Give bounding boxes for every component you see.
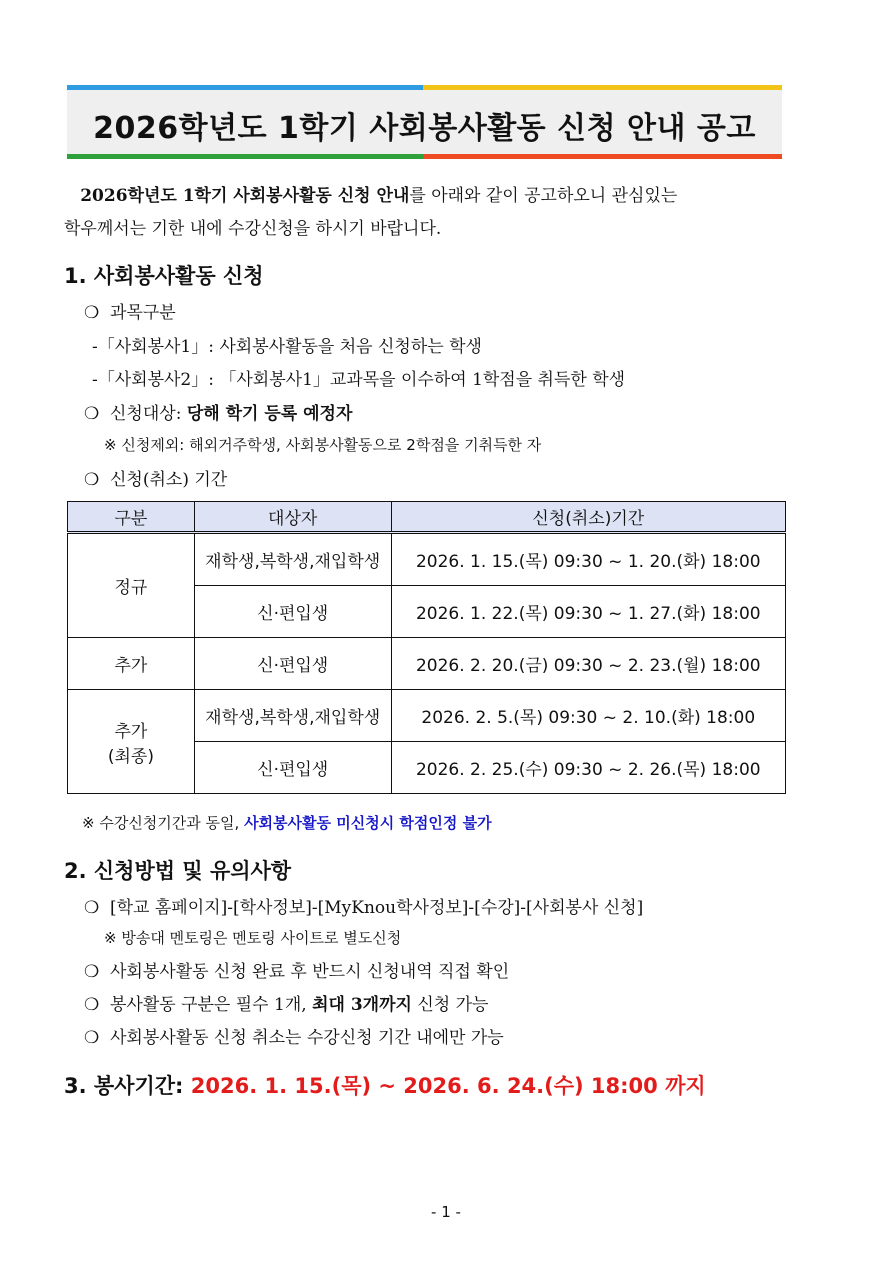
item-label: 신청대상: bbox=[110, 404, 187, 424]
eligibility-value: 당해 학기 등록 예정자 bbox=[186, 404, 353, 424]
table-row bbox=[68, 533, 786, 586]
item-period bbox=[84, 465, 227, 490]
method-text: 사회봉사활동 신청 취소는 수강신청 기간 내에만 가능 bbox=[110, 1028, 504, 1048]
title-box bbox=[67, 85, 782, 159]
method-emphasis: 최대 3개까지 bbox=[312, 995, 412, 1015]
method-item-2 bbox=[84, 957, 509, 982]
circle-bullet-icon: ❍ bbox=[84, 404, 100, 424]
period-cell: 2026. 1. 22.(목) 09:30 ~ 1. 27.(화) 18:00 bbox=[391, 586, 785, 638]
table-row bbox=[68, 638, 786, 690]
target-cell: 신·편입생 bbox=[194, 638, 391, 690]
category-cell: 추가 bbox=[68, 638, 195, 690]
title-bar-top-right bbox=[423, 85, 782, 90]
method-item-1 bbox=[84, 893, 643, 918]
section-3-label: 3. 봉사기간: bbox=[64, 1074, 191, 1098]
category-line-1: 추가 bbox=[114, 721, 148, 742]
method-text: 봉사활동 구분은 필수 1개, bbox=[110, 995, 313, 1015]
item-eligibility bbox=[84, 399, 352, 424]
schedule-table bbox=[67, 501, 786, 794]
method-text: [학교 홈페이지]-[학사정보]-[MyKnou학사정보]-[수강]-[사회봉사 신청] bbox=[110, 898, 644, 918]
page-number: - 1 - bbox=[431, 1203, 461, 1221]
mentoring-note: ※ 방송대 멘토링은 멘토링 사이트로 별도신청 bbox=[104, 929, 402, 947]
section-1-heading: 1. 사회봉사활동 신청 bbox=[64, 264, 264, 288]
circle-bullet-icon: ❍ bbox=[84, 1028, 100, 1048]
method-text: 신청 가능 bbox=[411, 995, 489, 1015]
table-note-prefix: ※ 수강신청기간과 동일, bbox=[82, 814, 245, 832]
item-subject-type bbox=[84, 298, 176, 323]
table-header-row bbox=[68, 502, 786, 533]
page-title: 2026학년도 1학기 사회봉사활동 신청 안내 공고 bbox=[93, 111, 756, 146]
table-note-emphasis: 사회봉사활동 미신청시 학점인정 불가 bbox=[244, 814, 492, 832]
header-category: 구분 bbox=[68, 502, 195, 533]
category-line-2: (최종) bbox=[107, 746, 154, 767]
subject-2-desc: -「사회봉사2」: 「사회봉사1」교과목을 이수하여 1학점을 취득한 학생 bbox=[92, 370, 626, 390]
circle-bullet-icon: ❍ bbox=[84, 470, 100, 490]
circle-bullet-icon: ❍ bbox=[84, 303, 100, 323]
service-period: 2026. 1. 15.(목) ~ 2026. 6. 24.(수) 18:00 까지 bbox=[190, 1074, 706, 1098]
table-note bbox=[82, 812, 492, 833]
section-3-heading bbox=[64, 1070, 706, 1100]
period-cell: 2026. 2. 25.(수) 09:30 ~ 2. 26.(목) 18:00 bbox=[391, 742, 785, 794]
exclusion-note: ※ 신청제외: 해외거주학생, 사회봉사활동으로 2학점을 기취득한 자 bbox=[104, 436, 542, 454]
item-label: 신청(취소) 기간 bbox=[110, 470, 228, 490]
subject-1-desc: -「사회봉사1」: 사회봉사활동을 처음 신청하는 학생 bbox=[92, 337, 482, 357]
category-cell: 정규 bbox=[68, 533, 195, 638]
target-cell: 재학생,복학생,재입학생 bbox=[194, 533, 391, 586]
target-cell: 재학생,복학생,재입학생 bbox=[194, 690, 391, 742]
intro-bold: 2026학년도 1학기 사회봉사활동 신청 안내 bbox=[80, 186, 410, 206]
method-item-3 bbox=[84, 990, 488, 1015]
title-bar-bottom-right bbox=[423, 154, 782, 159]
circle-bullet-icon: ❍ bbox=[84, 962, 100, 982]
method-text: 사회봉사활동 신청 완료 후 반드시 신청내역 직접 확인 bbox=[110, 962, 510, 982]
circle-bullet-icon: ❍ bbox=[84, 995, 100, 1015]
method-item-4 bbox=[84, 1023, 504, 1048]
intro-paragraph bbox=[64, 180, 789, 246]
target-cell: 신·편입생 bbox=[194, 586, 391, 638]
title-bar-bottom-left bbox=[67, 154, 423, 159]
section-2-heading: 2. 신청방법 및 유의사항 bbox=[64, 859, 292, 883]
category-cell bbox=[68, 690, 195, 794]
title-bar-top-left bbox=[67, 85, 423, 90]
period-cell: 2026. 1. 15.(목) 09:30 ~ 1. 20.(화) 18:00 bbox=[391, 533, 785, 586]
period-cell: 2026. 2. 20.(금) 09:30 ~ 2. 23.(월) 18:00 bbox=[391, 638, 785, 690]
circle-bullet-icon: ❍ bbox=[84, 898, 100, 918]
target-cell: 신·편입생 bbox=[194, 742, 391, 794]
header-period: 신청(취소)기간 bbox=[391, 502, 785, 533]
table-row bbox=[68, 690, 786, 742]
period-cell: 2026. 2. 5.(목) 09:30 ~ 2. 10.(화) 18:00 bbox=[391, 690, 785, 742]
intro-rest: 를 아래와 같이 공고하오니 관심있는 bbox=[409, 186, 678, 206]
header-target: 대상자 bbox=[194, 502, 391, 533]
intro-line-1 bbox=[64, 180, 789, 213]
intro-line-2: 학우께서는 기한 내에 수강신청을 하시기 바랍니다. bbox=[64, 219, 442, 239]
item-label: 과목구분 bbox=[110, 303, 176, 323]
